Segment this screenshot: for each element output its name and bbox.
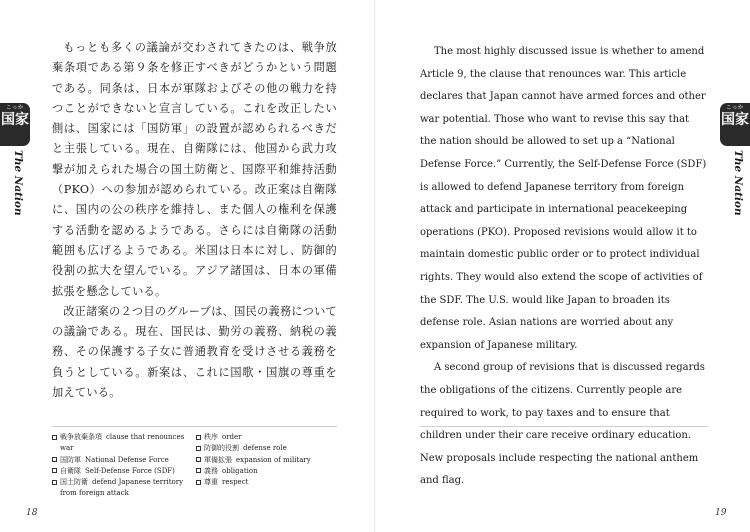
chapter-tab-ruby: こっか [6,105,24,111]
page-number: 18 [26,508,38,518]
vocab-gloss: clause that renounces war [60,433,185,453]
chapter-label: The Nation [732,150,744,216]
chapter-tab [720,103,750,146]
japanese-text [52,38,337,403]
vocab-item [196,466,336,477]
chapter-tab-kanji: 国家 [721,112,749,128]
chapter-tab-ruby: こっか [726,105,744,111]
vocab-item [52,466,192,477]
english-text [420,41,708,493]
vocab-gloss: obligation [222,466,258,475]
vocab-term: 秩序 [204,433,218,441]
vocab-term: 軍備拡張 [204,455,232,464]
vocab-term: 戦争放棄条項 [60,433,102,441]
vocab-term: 国防軍 [60,455,81,464]
vocab-gloss: order [222,433,242,441]
vocab-item [52,455,192,466]
japanese-paragraph-2: 改正諸案の２つ目のグループは、国民の義務についての議論である。現在、国民は、勤労の義務、納税の義務、その保護する子女に普通教育を受けさせる義務を負うとしている。新案は、これに国歌・国旗の尊重を加えている。 [52,304,337,400]
vocab-list-2 [196,432,336,488]
vocab-item [196,455,336,466]
english-paragraph-2: A second group of revisions that is discussed regards the obligations of the citizens. Currently people are required to work, to pay taxes and to ensure that children under their care receive ordinary education. New proposals include respecting the national anthem and flag. [420,362,705,487]
vocab-item [52,432,192,455]
vocab-item [196,443,336,454]
vocab-gloss: respect [222,478,249,487]
vocab-gloss: defense role [243,444,287,453]
chapter-tab [0,103,30,146]
vocab-term: 防御的役割 [204,444,239,453]
vocab-gloss: expansion of military [236,455,311,464]
vocab-term: 国土防衛 [60,478,88,487]
japanese-paragraph-1: もっとも多くの議論が交わされてきたのは、戦争放棄条項である第９条を修正すべきがどうかという問題である。同条は、日本が軍隊およびその他の戦力を持つことができないと宣言している。これを改正したい側は、国家には「国防軍」の設置が認められるべきだと主張している。現在、自衛隊には、他国から武力攻撃が加えられた場合の国土防衛と、国際平和維持活動（PKO）への参加が認められている。改正案は自衛隊に、国内の公の秩序を維持し、また個人の権利を保護する活動を認めるようである。さらには自衛隊の活動範囲も広げるようである。米国は日本に対し、防御的役割の拡大を望んでいる。アジア諸国は、日本の軍備拡張を懸念している。 [52,41,337,298]
chapter-label: The Nation [12,150,24,216]
vocab-item [196,477,336,488]
english-paragraph-1: The most highly discussed issue is whether to amend Article 9, the clause that renounces war. This article declares that Japan cannot have armed forces and other war potential. Those who want to revise this say that the nation should be allowed to set up a “National Defense Force.” Currently, the Self-Defense Force (SDF) is allowed to defend Japanese territory from foreign attack and participate in international peacekeeping operations (PKO). Proposed revisions would allow it to maintain domestic public order or to protect individual rights. They would also extend the scope of activities of the SDF. The U.S. would like Japan to broaden its defense role. Asian nations are worried about any expansion of Japanese military. [420,46,707,351]
page-number: 19 [715,508,727,518]
chapter-tab-kanji: 国家 [1,112,29,128]
vocab-item [52,477,192,500]
vocab-divider [52,426,337,427]
vocab-list-1 [52,432,192,500]
vocab-gloss: National Defense Force [85,455,169,464]
vocab-gloss: Self-Defense Force (SDF) [85,466,175,475]
vocab-item [196,432,336,443]
vocab-term: 自衛隊 [60,466,81,475]
vocab-gloss: defend Japanese territory from foreign attack [60,478,184,498]
vocab-term: 義務 [204,466,218,475]
vocab-term: 尊重 [204,478,218,487]
